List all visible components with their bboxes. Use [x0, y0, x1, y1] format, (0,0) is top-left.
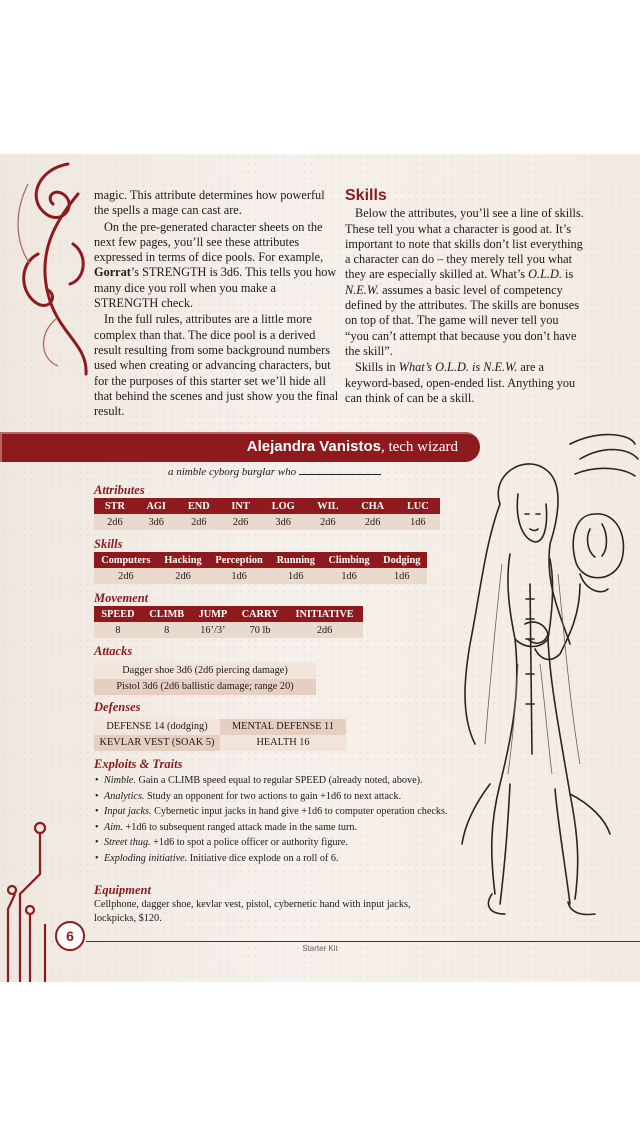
paragraph: Skills in What’s O.L.D. is N.E.W. are a keyword-based, open-ended list. Anything you can think of can be a skill. — [345, 360, 576, 405]
trait-item: • Input jacks. Cybernetic input jacks in hand give +1d6 to computer operation checks. — [94, 805, 464, 818]
skills-table — [94, 552, 427, 584]
value-cell: 2d6 — [350, 514, 396, 530]
equipment-title: Equipment — [94, 883, 151, 897]
table-row — [94, 568, 427, 584]
attributes-table — [94, 498, 440, 530]
header-cell: INT — [221, 498, 260, 514]
value-cell: 8 — [142, 622, 192, 638]
value-cell: 2d6 — [158, 568, 208, 584]
header-cell: Perception — [208, 552, 270, 568]
trait-item: • Aim. +1d6 to subsequent ranged attack made in the same turn. — [94, 821, 464, 834]
trait-item: • Nimble. Gain a CLIMB speed equal to regular SPEED (already noted, above). — [94, 774, 464, 787]
header-cell: END — [177, 498, 221, 514]
defenses-title: Defenses — [94, 700, 141, 714]
trait-item: • Exploding initiative. Initiative dice explode on a roll of 6. — [94, 852, 464, 865]
footer-divider — [86, 941, 640, 942]
defense-item: HEALTH 16 — [220, 735, 346, 751]
character-illustration-icon — [430, 424, 640, 924]
header-cell: SPEED — [94, 606, 142, 622]
value-cell: 2d6 — [94, 568, 158, 584]
value-cell: 16’/3’ — [192, 622, 234, 638]
header-cell: AGI — [136, 498, 177, 514]
table-row — [94, 514, 440, 530]
header-cell: LUC — [396, 498, 440, 514]
value-cell: 8 — [94, 622, 142, 638]
attributes-title: Attributes — [94, 483, 145, 497]
skills-title: Skills — [94, 537, 123, 551]
value-cell: 1d6 — [270, 568, 322, 584]
value-cell: 70 lb — [234, 622, 286, 638]
left-text-column — [94, 188, 340, 419]
defense-item: DEFENSE 14 (dodging) — [94, 719, 220, 735]
trait-item: • Analytics. Study an opponent for two actions to gain +1d6 to next attack. — [94, 790, 464, 803]
equipment-text: Cellphone, dagger shoe, kevlar vest, pistol, cybernetic hand with input jacks, lockpicks, $120. — [94, 899, 411, 924]
header-cell: WIL — [306, 498, 349, 514]
value-cell: 2d6 — [177, 514, 221, 530]
value-cell: 1d6 — [322, 568, 377, 584]
header-cell: Running — [270, 552, 322, 568]
circuit-ornament-icon — [0, 814, 60, 982]
character-ref: Gorrat — [94, 265, 131, 280]
header-cell: CLIMB — [142, 606, 192, 622]
traits-title: Exploits & Traits — [94, 757, 183, 771]
page-number: 6 — [55, 921, 85, 951]
header-cell: Computers — [94, 552, 158, 568]
right-text-column — [345, 188, 585, 406]
value-cell: 2d6 — [221, 514, 260, 530]
value-cell: 3d6 — [260, 514, 306, 530]
blank-line — [299, 474, 381, 475]
paragraph: In the full rules, attributes are a little more complex than that. The dice pool is a derived result resulting from some background numbers used when creating or advancing characters, but for the purposes of this starter set we’ll hide all that behind the scenes and just show you the final result. — [94, 312, 339, 419]
header-cell: STR — [94, 498, 136, 514]
table-header-row — [94, 552, 427, 568]
paragraph: Below the attributes, you’ll see a line of skills. These tell you what a character is good at. It’s important to note that skills don’t list everything a character can do – they merely tell you what they are especially skilled at. What’s O.L.D. is N.E.W. assumes a basic level of competency defined by the attributes. The skills are bonuses on top of that. The game will never tell you “you can’t attempt that because you don’t have the skill”. — [345, 206, 584, 358]
header-cell: CHA — [350, 498, 396, 514]
defense-item: MENTAL DEFENSE 11 — [220, 719, 346, 735]
header-cell: CARRY — [234, 606, 286, 622]
defenses-grid — [94, 719, 346, 751]
defense-item: KEVLAR VEST (SOAK 5) — [94, 735, 220, 751]
value-cell: 3d6 — [136, 514, 177, 530]
swirl-ornament-icon — [8, 154, 98, 394]
value-cell: 2d6 — [306, 514, 349, 530]
table-header-row — [94, 498, 440, 514]
header-cell: Dodging — [377, 552, 427, 568]
footer-text: Starter Kit — [302, 944, 338, 953]
paragraph: On the pre-generated character sheets on the next few pages, you’ll see these attributes expressed in terms of dice pools. For example, Gorrat’s STRENGTH is 3d6. This tells you how many dice you roll when you make a STRENGTH check. — [94, 219, 337, 311]
value-cell: 1d6 — [396, 514, 440, 530]
character-banner — [0, 432, 480, 462]
character-name: Alejandra Vanistos, tech wizard — [246, 438, 458, 455]
value-cell: 1d6 — [377, 568, 427, 584]
header-cell: Hacking — [158, 552, 208, 568]
movement-table — [94, 606, 363, 638]
traits-list — [94, 774, 464, 867]
document-page — [0, 154, 640, 982]
section-title: Skills — [345, 187, 387, 204]
character-tagline: a nimble cyborg burglar who — [168, 466, 381, 478]
value-cell: 2d6 — [94, 514, 136, 530]
attacks-list — [94, 663, 316, 695]
trait-item: • Street thug. +1d6 to spot a police officer or authority figure. — [94, 836, 464, 849]
header-cell: Climbing — [322, 552, 377, 568]
value-cell: 2d6 — [286, 622, 363, 638]
header-cell: JUMP — [192, 606, 234, 622]
header-cell: INITIATIVE — [286, 606, 363, 622]
attacks-title: Attacks — [94, 644, 133, 658]
movement-title: Movement — [94, 591, 149, 605]
value-cell: 1d6 — [208, 568, 270, 584]
header-cell: LOG — [260, 498, 306, 514]
paragraph: magic. This attribute determines how powerful the spells a mage can cast are. — [94, 188, 325, 218]
attack-item: Pistol 3d6 (2d6 ballistic damage; range 20) — [94, 679, 316, 695]
table-header-row — [94, 606, 363, 622]
table-row — [94, 622, 363, 638]
attack-item: Dagger shoe 3d6 (2d6 piercing damage) — [94, 663, 316, 679]
